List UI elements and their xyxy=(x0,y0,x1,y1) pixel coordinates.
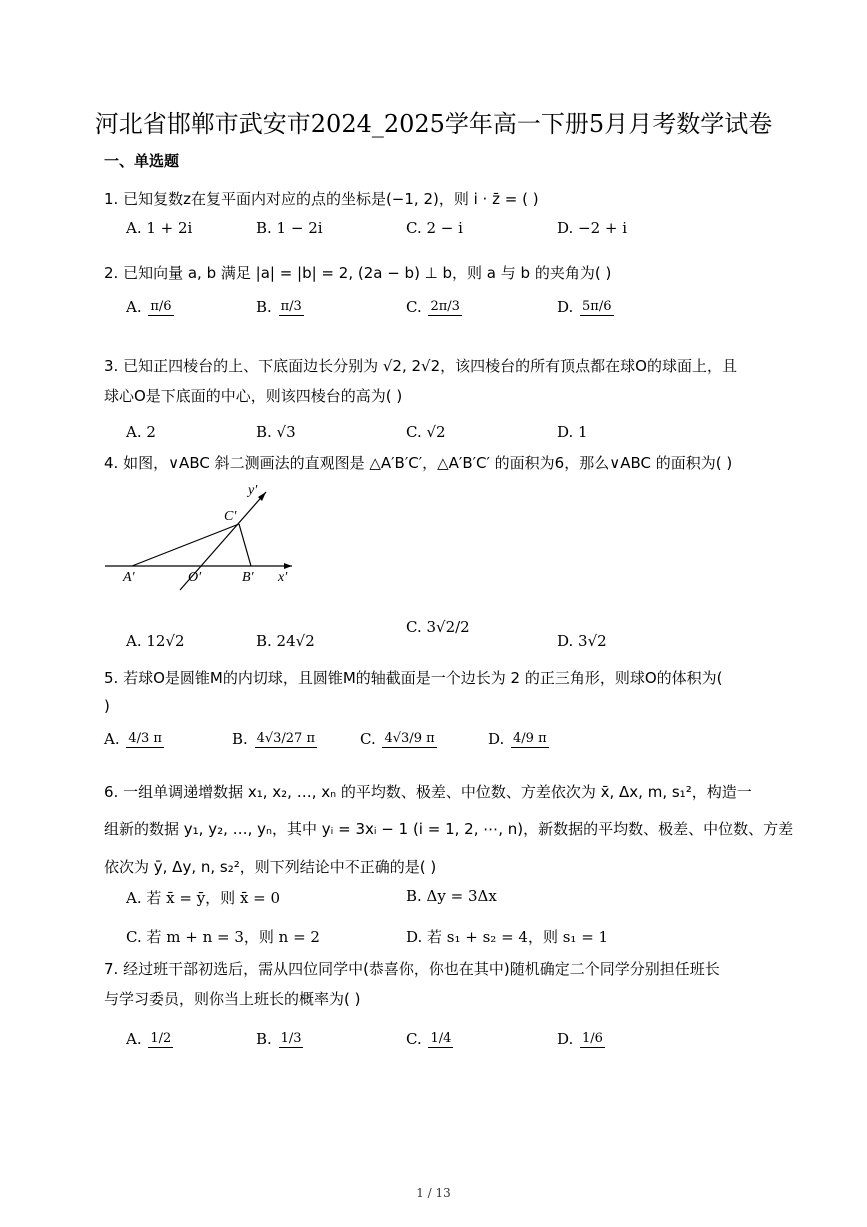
question-3-line2: 球心O是下底面的中心，则该四棱台的高为( ) xyxy=(104,387,403,405)
q6-option-b: B. Δy = 3Δx xyxy=(406,887,497,905)
q7-a-value: 1/2 xyxy=(150,1031,172,1047)
question-1-stem: 1. 已知复数z在复平面内对应的点的坐标是(−1, 2)，则 i · z̄ = ( ) xyxy=(104,190,539,208)
question-4-stem: 4. 如图，∨ABC 斜二测画法的直观图是 △A′B′C′，△A′B′C′ 的面积为6，那么∨ABC 的面积为( ) xyxy=(104,454,733,472)
q2-option-a: A. π/6 xyxy=(126,298,172,316)
label-y: y′ xyxy=(248,483,258,498)
x-axis-arrow xyxy=(284,563,292,569)
q5-d-value: 4/9 π xyxy=(513,731,547,747)
q2-a-value: π/6 xyxy=(150,299,172,315)
question-3-line1: 3. 已知正四棱台的上、下底面边长分别为 √2, 2√2，该四棱台的所有顶点都在球O的球面上，且 xyxy=(104,357,737,375)
q5-option-b: B. 4√3/27 π xyxy=(232,730,315,748)
q5-b-value: 4√3/27 π xyxy=(256,731,315,747)
q2-option-c: C. 2π/3 xyxy=(406,298,460,316)
q1-option-d: D. −2 + i xyxy=(557,219,628,237)
q4-option-c: C. 3√2/2 xyxy=(406,618,470,636)
q3-option-c: C. √2 xyxy=(406,423,446,441)
question-6-line3: 依次为 ȳ, Δy, n, s₂²，则下列结论中不正确的是( ) xyxy=(104,858,437,876)
q2-c-value: 2π/3 xyxy=(430,299,460,315)
q6-option-a: A. 若 x̄ = ȳ，则 x̄ = 0 xyxy=(126,889,281,907)
q4-option-b: B. 24√2 xyxy=(256,632,315,650)
question-7-line2: 与学习委员，则你当上班长的概率为( ) xyxy=(104,990,361,1008)
q7-option-b: B. 1/3 xyxy=(256,1030,302,1048)
q3-option-b: B. √3 xyxy=(256,423,296,441)
q1-option-a: A. 1 + 2i xyxy=(126,219,193,237)
q1-option-c: C. 2 − i xyxy=(406,219,463,237)
q7-d-value: 1/6 xyxy=(582,1031,603,1047)
q7-option-c: C. 1/4 xyxy=(406,1030,452,1048)
q1-option-b: B. 1 − 2i xyxy=(256,219,323,237)
q2-d-value: 5π/6 xyxy=(582,299,612,315)
q6-option-d: D. 若 s₁ + s₂ = 4，则 s₁ = 1 xyxy=(406,928,609,946)
segment-c-b xyxy=(239,524,251,566)
q2-option-b: B. π/3 xyxy=(256,298,302,316)
q7-option-a: A. 1/2 xyxy=(126,1030,172,1048)
oblique-projection-figure xyxy=(100,478,300,593)
q5-option-c: C. 4√3/9 π xyxy=(360,730,435,748)
q3-option-a: A. 2 xyxy=(126,423,156,441)
q5-option-d: D. 4/9 π xyxy=(488,730,547,748)
q2-b-value: π/3 xyxy=(280,299,302,315)
label-b: B′ xyxy=(242,570,254,585)
q5-a-value: 4/3 π xyxy=(128,731,162,747)
segment-a-c xyxy=(132,524,239,566)
q7-b-value: 1/3 xyxy=(280,1031,302,1047)
q4-option-a: A. 12√2 xyxy=(126,632,185,650)
q7-option-d: D. 1/6 xyxy=(557,1030,603,1048)
label-a: A′ xyxy=(123,570,135,585)
q5-c-value: 4√3/9 π xyxy=(384,731,435,747)
q3-option-d: D. 1 xyxy=(557,423,588,441)
question-6-line1: 6. 一组单调递增数据 x₁, x₂, …, xₙ 的平均数、极差、中位数、方差依次为 x̄, Δx, m, s₁²，构造一 xyxy=(104,783,752,801)
q2-option-d: D. 5π/6 xyxy=(557,298,612,316)
page-number: 1 / 13 xyxy=(416,1186,451,1200)
q6-option-c: C. 若 m + n = 3，则 n = 2 xyxy=(126,928,320,946)
question-6-line2: 组新的数据 y₁, y₂, …, yₙ，其中 yᵢ = 3xᵢ − 1 (i = 1, 2, ⋯, n)，新数据的平均数、极差、中位数、方差 xyxy=(104,820,794,838)
question-5-line2: ) xyxy=(104,697,110,715)
label-c: C′ xyxy=(224,509,237,524)
q7-c-value: 1/4 xyxy=(430,1031,452,1047)
q5-option-a: A. 4/3 π xyxy=(104,730,162,748)
section-heading: 一、单选题 xyxy=(104,152,180,170)
label-x: x′ xyxy=(278,570,288,585)
question-2-stem: 2. 已知向量 a, b 满足 |a| = |b| = 2, (2a − b) ⊥ b，则 a 与 b 的夹角为( ) xyxy=(104,264,612,282)
page-title: 河北省邯郸市武安市2024_2025学年高一下册5月月考数学试卷 xyxy=(94,110,773,138)
question-7-line1: 7. 经过班干部初选后，需从四位同学中(恭喜你，你也在其中)随机确定二个同学分别担任班长 xyxy=(104,960,720,978)
question-5-line1: 5. 若球O是圆锥M的内切球，且圆锥M的轴截面是一个边长为 2 的正三角形，则球O的体积为( xyxy=(104,669,723,687)
label-o: O′ xyxy=(188,570,202,585)
q4-option-d: D. 3√2 xyxy=(557,632,607,650)
